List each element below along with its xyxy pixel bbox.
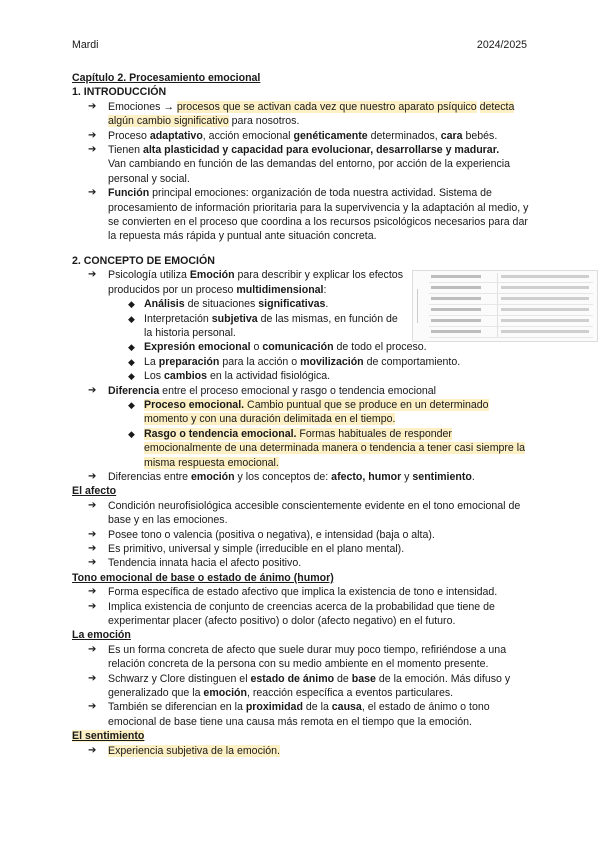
arrow-right-icon: ➔ bbox=[88, 144, 97, 156]
sub-item: ◆ Los cambios en la actividad fisiológica. bbox=[128, 370, 331, 383]
arrow-right-icon: ➔ bbox=[88, 600, 97, 612]
sub-item: ◆ Expresión emocional o comunicación de todo el proceso. bbox=[128, 341, 427, 354]
sub-item: ◆ La preparación para la acción o movilización de comportamiento. bbox=[128, 355, 461, 368]
section-heading-tono: Tono emocional de base o estado de ánimo (humor) bbox=[72, 571, 334, 584]
list-item: ➔ Schwarz y Clore distinguen el estado de ánimo de base de la emoción. Más difuso y generalizado que la emoción, reacción específica a eventos particulares. bbox=[88, 672, 511, 700]
section-heading-afecto: El afecto bbox=[72, 485, 117, 498]
arrow-right-icon: ➔ bbox=[88, 672, 97, 684]
arrow-right-icon: ➔ bbox=[88, 499, 97, 511]
arrow-right-icon: ➔ bbox=[88, 528, 97, 540]
diamond-bullet-icon: ◆ bbox=[128, 356, 135, 367]
list-item: ➔ También se diferencian en la proximidad de la causa, el estado de ánimo o tono emocional de base tiene una causa más remota en el tiempo que la emoción. bbox=[88, 701, 490, 728]
arrow-right-icon: ➔ bbox=[88, 100, 97, 112]
list-item: ➔ Condición neurofisiológica accesible conscientemente evidente en el tono emocional de base y en las emociones. bbox=[88, 499, 521, 527]
sub-item: ◆ Proceso emocional. Cambio puntual que se produce en un determinado momento y con una duración delimitada en el tiempo. bbox=[128, 398, 489, 426]
list-item: ➔ Tendencia innata hacia el afecto positivo. bbox=[88, 557, 302, 570]
header-year: 2024/2025 bbox=[476, 39, 527, 51]
arrow-right-icon: ➔ bbox=[88, 384, 97, 396]
arrow-right-icon: ➔ bbox=[88, 744, 97, 756]
list-item: ➔ Experiencia subjetiva de la emoción. bbox=[88, 744, 280, 757]
section-heading-concepto: 2. CONCEPTO DE EMOCIÓN bbox=[72, 254, 215, 267]
diamond-bullet-icon: ◆ bbox=[128, 313, 135, 324]
list-item: ➔ Tienen alta plasticidad y capacidad para evolucionar, desarrollarse y madurar. Van cambiando en función de las demandas del entorno, por acción de la experiencia personal y social. bbox=[88, 144, 511, 185]
list-item: ➔ Implica existencia de conjunto de creencias acerca de la probabilidad que tiene de experimentar placer (afecto positivo) o dolor (afecto negativo) en el futuro. bbox=[88, 600, 495, 628]
arrow-right-icon: ➔ bbox=[88, 470, 97, 482]
section-heading-emocion: La emoción bbox=[72, 629, 131, 642]
notes-content bbox=[72, 71, 532, 758]
diamond-bullet-icon: ◆ bbox=[128, 299, 135, 310]
sub-item: ◆ Interpretación subjetiva de las mismas, en función de la historia personal. bbox=[128, 312, 398, 339]
diamond-bullet-icon: ◆ bbox=[128, 342, 135, 353]
arrow-right-icon: ➔ bbox=[88, 701, 97, 713]
arrow-right-icon: ➔ bbox=[88, 543, 97, 554]
list-item: ➔ Emociones → procesos que se activan cada vez que nuestro aparato psíquico detecta algún cambio significativo para nosotros. bbox=[88, 100, 515, 128]
list-item: ➔ Posee tono o valencia (positiva o negativa), e intensidad (baja o alta). bbox=[88, 528, 435, 541]
arrow-right-icon: ➔ bbox=[88, 586, 97, 598]
sub-item: ◆ Rasgo o tendencia emocional. Formas habituales de responder emocionalmente de una determinada manera o tendencia a tener casi siempre la misma respuesta emocional. bbox=[128, 427, 526, 469]
list-item: ➔ Forma específica de estado afectivo que implica la existencia de tono e intensidad. bbox=[88, 586, 498, 599]
list-item: ➔ Diferencias entre emoción y los conceptos de: afecto, humor y sentimiento. bbox=[88, 470, 475, 483]
arrow-right-icon: ➔ bbox=[88, 643, 97, 655]
section-heading-sentimiento: El sentimiento bbox=[72, 730, 145, 743]
list-item: ➔ Diferencia entre el proceso emocional y rasgo o tendencia emocional bbox=[88, 384, 437, 397]
list-item: ➔ Proceso adaptativo, acción emocional genéticamente determinados, cara bebés. bbox=[88, 129, 498, 142]
diamond-bullet-icon: ◆ bbox=[128, 399, 135, 410]
arrow-right-icon: ➔ bbox=[88, 557, 97, 569]
arrow-right-icon: ➔ bbox=[88, 129, 97, 141]
diamond-bullet-icon: ◆ bbox=[128, 428, 135, 439]
list-item: ➔ Función principal emociones: organización de toda nuestra actividad. Sistema de procesamiento de información prioritaria para la supervivencia y la adaptación al medio, y se convierten en el proceso que coordina a los recursos psicológicos necesarios para dar la repuesta más rápida y puntual ante situación concreta. bbox=[88, 187, 529, 243]
arrow-right-icon: ➔ bbox=[88, 187, 97, 199]
list-item: ➔ Es un forma concreta de afecto que suele durar muy poco tiempo, refiriéndose a una relación concreta de la persona con su medio ambiente en el momento presente. bbox=[88, 643, 507, 671]
sub-item: ◆ Análisis de situaciones significativas. bbox=[128, 298, 329, 311]
header-author: Mardi bbox=[72, 39, 99, 51]
list-item: ➔ Psicología utiliza Emoción para describir y explicar los efectos producidos por un proceso multidimensional: bbox=[88, 269, 403, 296]
arrow-right-icon: ➔ bbox=[88, 269, 97, 281]
chapter-title: Capítulo 2. Procesamiento emocional bbox=[72, 72, 261, 84]
diamond-bullet-icon: ◆ bbox=[128, 371, 135, 382]
list-item: ➔ Es primitivo, universal y simple (irreducible en el plano mental). bbox=[88, 543, 405, 555]
section-heading-introduccion: 1. INTRODUCCIÓN bbox=[72, 86, 167, 99]
